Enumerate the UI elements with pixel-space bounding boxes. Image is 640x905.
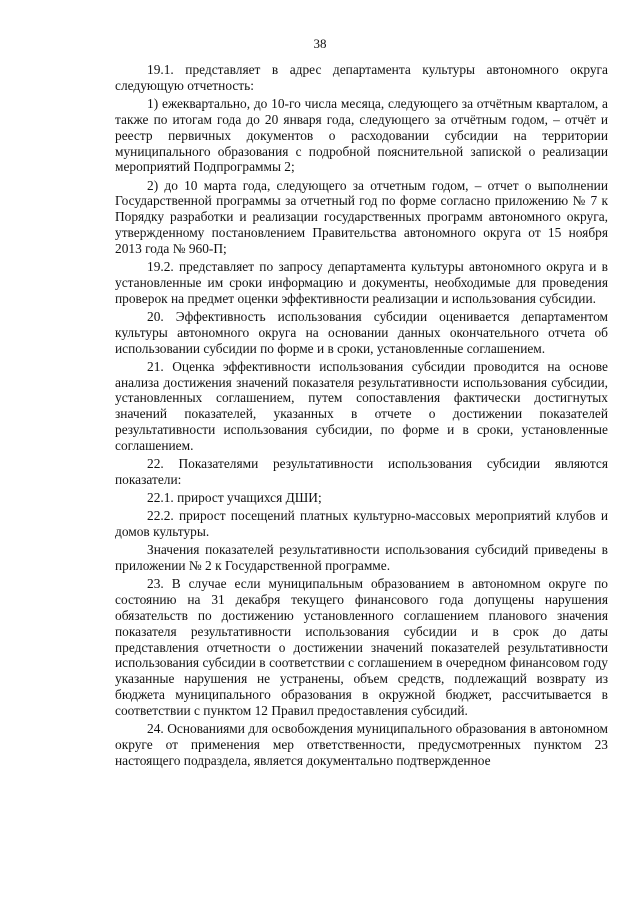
paragraph-19-1: 19.1. представляет в адрес департамента культуры автономного округа следующую отчетность: [115,62,608,93]
paragraph-19-1-item-1: 1) ежеквартально, до 10-го числа месяца, следующего за отчётным кварталом, а также по итогам года до 20 января года, следующего за отчётным годом, – отчёт и реестр первичных документов о расходовании субсидии на территории муниципального образования с подробной пояснительной запиской о реализации мероприятий Подпрограммы 2; [115,95,608,175]
paragraph-20: 20. Эффективность использования субсидии оценивается департаментом культуры автономного округа на основании данных окончательного отчета об использовании субсидии по форме и в сроки, установленные соглашением. [115,308,608,356]
paragraph-22: 22. Показателями результативности использования субсидии являются показатели: [115,456,608,487]
paragraph-22-1: 22.1. прирост учащихся ДШИ; [147,490,322,506]
paragraph-23: 23. В случае если муниципальным образованием в автономном округе по состоянию на 31 декабря текущего финансового года допущены нарушения обязательств по достижению установленного соглашением планового значения показателя результативности использования субсидии и в срок до даты представления отчетности о достижении значений показателей результативности использования субсидии в соответствии с соглашением в очередном финансовом году указанные нарушения не устранены, объем средств, подлежащий возврату из бюджета муниципального образования в окружной бюджет, рассчитывается в соответствии с пунктом 12 Правил предоставления субсидий. [115,576,608,718]
paragraph-indicator-values: Значения показателей результативности использования субсидий приведены в приложении № 2 к Государственной программе. [115,542,608,573]
paragraph-19-1-item-2: 2) до 10 марта года, следующего за отчетным годом, – отчет о выполнении Государственной программы за отчетный год по форме согласно приложению № 7 к Порядку разработки и реализации государственных программ автономного округа, утвержденному постановлением Правительства автономного округа от 15 ноября 2013 года № 960-П; [115,177,608,256]
document-body [115,62,608,771]
page-number: 38 [313,36,327,51]
paragraph-21: 21. Оценка эффективности использования субсидии проводится на основе анализа достижения значений показателя результативности использования субсидии, установленных соглашением, путем сопоставления фактически достигнутых значений показателей, указанных в отчете о достижении показателей результативности использования субсидии, по форме и в сроки, установленные соглашением. [115,358,608,453]
paragraph-24: 24. Основаниями для освобождения муниципального образования в автономном округе от применения мер ответственности, предусмотренных пунктом 23 настоящего подраздела, является документально подтвержденное [115,721,608,768]
paragraph-19-2: 19.2. представляет по запросу департамента культуры автономного округа и в установленные им сроки информацию и документы, необходимые для проведения проверок на предмет оценки эффективности реализации и использования субсидии. [115,259,608,306]
paragraph-22-2: 22.2. прирост посещений платных культурно-массовых мероприятий клубов и домов культуры. [115,508,608,539]
